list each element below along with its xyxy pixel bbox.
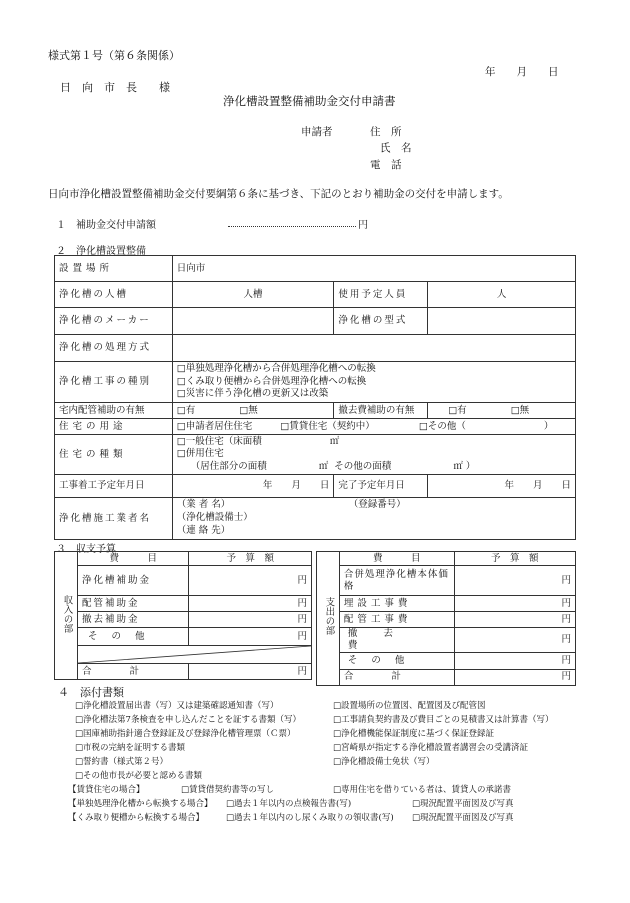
expense-item: 埋設工事費	[339, 596, 454, 612]
usage-rental[interactable]: □ 賃貸住宅（契約中）	[280, 421, 375, 432]
expense-item: 配管工事費	[339, 612, 454, 628]
attach-doc[interactable]: □ 工事請負契約書及び費目ごとの見積書又は計算書（写）	[333, 713, 554, 725]
section1-label: １ 補助金交付申請額	[56, 220, 156, 231]
income-col-item: 費 目	[78, 552, 189, 566]
amount-line[interactable]	[228, 226, 356, 227]
applicant-label: 申請者	[301, 126, 333, 138]
piping-yes[interactable]: □ 有	[177, 405, 196, 416]
attach-doc[interactable]: □ その他市長が必要と認める書類	[75, 769, 202, 781]
kind-label: 住宅の種類	[55, 435, 173, 475]
work-type-option[interactable]: □ 災害に伴う浄化槽の更新又は改築	[177, 388, 571, 400]
expense-amount[interactable]: 円	[454, 652, 575, 669]
usage-own[interactable]: □ 申請者居住住宅	[177, 421, 253, 432]
kind-mixed[interactable]: □ 併用住宅	[177, 448, 571, 460]
sqm-unit: ㎡	[453, 460, 463, 472]
installation-table	[54, 255, 576, 540]
piping-label: 宅内配管補助の有無	[55, 403, 173, 419]
start-date[interactable]: 年 月 日	[172, 475, 334, 498]
income-item: その他	[78, 628, 189, 646]
location-value[interactable]: 日向市	[172, 256, 575, 282]
intro-text: 日向市浄化槽設置整備補助金交付要綱第６条に基づき、下記のとおり補助金の交付を申請します。	[48, 188, 509, 200]
application-date: 年 月 日	[485, 66, 559, 78]
expense-col-item: 費 目	[339, 552, 454, 566]
contractor-label: 浄化槽施工業者名	[55, 498, 173, 540]
expense-total[interactable]: 円	[454, 669, 575, 685]
kumitori-doc[interactable]: □ 現況配置平面図及び写真	[412, 811, 514, 823]
attach-doc[interactable]: □ 誓約書（様式第２号）	[75, 755, 168, 767]
persons-label: 浄化槽の人槽	[55, 282, 173, 308]
start-label: 工事着工予定年月日	[55, 475, 173, 498]
maker-value[interactable]	[172, 308, 334, 335]
rental-doc[interactable]: □ 専用住宅を借りている者は、賃貸人の承諾書	[333, 783, 511, 795]
section4-label: ４ 添付書類	[58, 686, 124, 699]
income-total[interactable]: 円	[189, 664, 312, 680]
income-table	[54, 551, 312, 680]
expense-item: 撤去費	[339, 628, 454, 653]
attach-doc[interactable]: □ 浄化槽機能保証制度に基づく保証登録証	[333, 727, 494, 739]
kind-general[interactable]: □ 一般住宅（床面積	[177, 436, 262, 447]
work-type-label: 浄化槽工事の種別	[55, 362, 173, 403]
expense-item: 合併処理浄化槽本体価格	[339, 566, 454, 596]
kumitori-doc[interactable]: □ 過去１年以内のし尿くみ取りの領収書(写)	[226, 811, 394, 823]
contractor-contact[interactable]: （連 絡 先）	[176, 524, 231, 536]
expense-col-budget: 予 算 額	[454, 552, 575, 566]
kind-residential: （居住部分の面積	[190, 460, 267, 472]
usage-label: 住宅の用途	[55, 419, 173, 435]
applicant-phone-label: 電 話	[370, 159, 402, 171]
income-amount[interactable]: 円	[189, 596, 312, 612]
attach-doc[interactable]: □ 浄化槽設置届出書（写）又は建築確認通知書（写）	[75, 699, 279, 711]
work-type-option[interactable]: □ 単独処理浄化槽から合併処理浄化槽への転換	[177, 363, 571, 375]
expense-amount[interactable]: 円	[454, 566, 575, 596]
end-label: 完了予定年月日	[334, 475, 428, 498]
expense-amount[interactable]: 円	[454, 628, 575, 653]
attach-doc[interactable]: □ 設置場所の位置図、配置図及び配管図	[333, 699, 486, 711]
single-doc[interactable]: □ 現況配置平面図及び写真	[412, 797, 514, 809]
sqm-unit: ㎡	[329, 435, 340, 447]
model-value[interactable]	[428, 308, 576, 335]
contractor-name[interactable]: （業 者 名）	[176, 499, 231, 511]
kind-other: その他の面積	[334, 460, 392, 472]
persons-value[interactable]: 人槽	[172, 282, 334, 308]
maker-label: 浄化槽のメーカー	[55, 308, 173, 335]
expense-item: その他	[339, 652, 454, 669]
attach-doc[interactable]: □ 国庫補助指針適合登録証及び登録浄化槽管理票（Ｃ票）	[75, 727, 296, 739]
attach-doc[interactable]: □ 浄化槽設備士免状（写）	[333, 755, 435, 767]
users-label: 使用予定人員	[334, 282, 428, 308]
expense-amount[interactable]: 円	[454, 612, 575, 628]
removal-yes[interactable]: □ 有	[448, 405, 467, 416]
removal-label: 撤去費補助の有無	[334, 403, 428, 419]
single-doc[interactable]: □ 過去１年以内の点検報告書(写)	[226, 797, 351, 809]
removal-no[interactable]: □ 無	[511, 405, 530, 416]
section2-label: ２ 浄化槽設置整備	[56, 246, 146, 257]
income-amount[interactable]: 円	[189, 566, 312, 596]
expense-side-label: 支出の部	[317, 552, 340, 686]
sqm-unit: ㎡	[318, 460, 329, 472]
income-side-label: 収入の部	[55, 552, 78, 680]
income-amount[interactable]: 円	[189, 628, 312, 646]
attach-doc[interactable]: □ 市税の完納を証明する書類	[75, 741, 185, 753]
income-total-label: 合 計	[78, 664, 189, 680]
amount-unit: 円	[358, 220, 368, 231]
rental-label: 【賃貸住宅の場合】	[68, 785, 145, 795]
income-amount[interactable]: 円	[189, 612, 312, 628]
end-date[interactable]: 年 月 日	[428, 475, 576, 498]
attach-doc[interactable]: □ 宮崎県が指定する浄化槽設置者講習会の受講済証	[333, 741, 528, 753]
document-title: 浄化槽設置整備補助金交付申請書	[223, 94, 396, 108]
usage-close: ）	[543, 420, 554, 432]
work-type-option[interactable]: □ くみ取り便槽から合併処理浄化槽への転換	[177, 376, 571, 388]
attach-doc[interactable]: □ 浄化槽法第7条検査を申し込んだことを証する書類（写）	[75, 713, 301, 725]
model-label: 浄化槽の型式	[334, 308, 428, 335]
form-number: 様式第１号（第６条関係）	[48, 49, 180, 62]
paren-close: ）	[465, 460, 476, 472]
kumitori-label: 【くみ取り便槽から転換する場合】	[68, 813, 205, 823]
applicant-address-label: 住 所	[370, 126, 402, 138]
expense-total-label: 合 計	[339, 669, 454, 685]
income-item: 配管補助金	[78, 596, 189, 612]
blank-row-slash	[78, 646, 311, 663]
income-item: 撤去補助金	[78, 612, 189, 628]
section3-label: ３ 収支予算	[56, 544, 116, 555]
piping-no[interactable]: □ 無	[239, 405, 258, 416]
rental-doc[interactable]: □ 賃貸借契約書等の写し	[181, 783, 274, 795]
expense-table	[316, 551, 576, 686]
location-label: 設置場所	[55, 256, 173, 282]
single-label: 【単独処理浄化槽から転換する場合】	[68, 799, 213, 809]
contractor-engineer[interactable]: （浄化槽設備士）	[176, 512, 253, 524]
addressee: 日 向 市 長 様	[60, 81, 170, 94]
method-value[interactable]	[172, 335, 575, 362]
usage-other[interactable]: □ その他（	[419, 421, 466, 432]
users-value[interactable]: 人	[428, 282, 576, 308]
income-item: 浄化槽補助金	[78, 566, 189, 596]
expense-amount[interactable]: 円	[454, 596, 575, 612]
applicant-name-label: 氏 名	[380, 142, 412, 154]
income-col-budget: 予 算 額	[189, 552, 312, 566]
method-label: 浄化槽の処理方式	[55, 335, 173, 362]
registration-number[interactable]: （登録番号）	[348, 499, 406, 510]
